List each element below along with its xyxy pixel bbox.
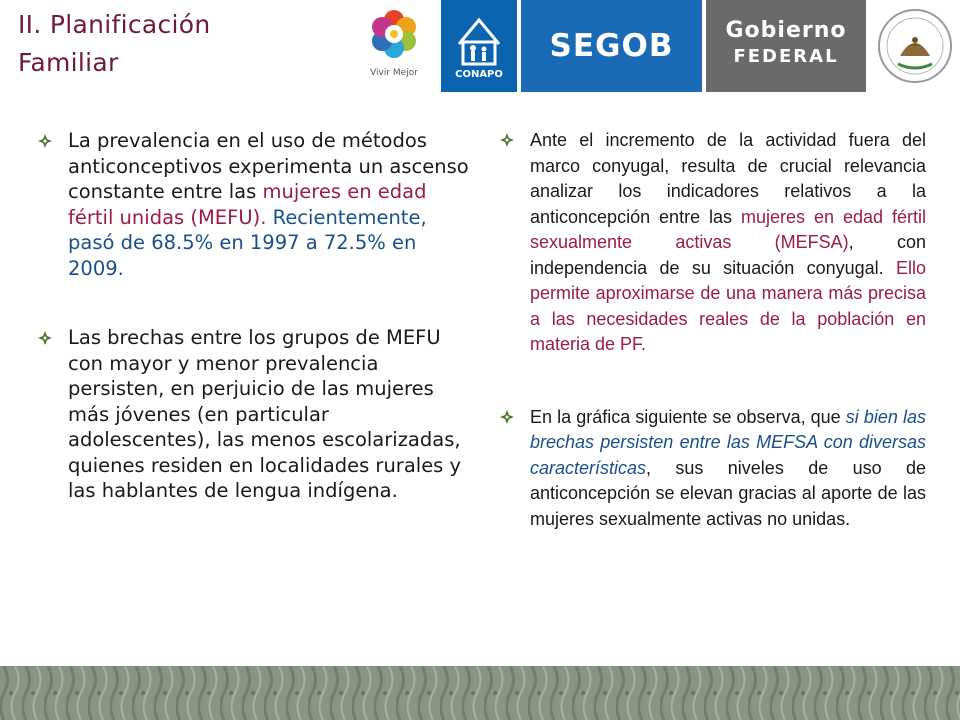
- header: [0, 0, 960, 100]
- right-bullet-2-part-1: En la gráfica siguiente se observa, que: [530, 406, 846, 427]
- page-title-line-1: II. Planificación: [18, 10, 211, 39]
- vivir-mejor-logo: [352, 0, 436, 92]
- prevalence-stat: Recientemente, pasó de 68.5% en 1997 a 72.5% en 2009.: [68, 205, 427, 280]
- gaps-highlight: si bien las brechas persisten entre las MEFSA con diversas características: [530, 406, 926, 478]
- footer-pattern: [0, 666, 960, 720]
- diamond-bullet-icon: [500, 133, 514, 147]
- vivir-mejor-caption: Vivir Mejor: [370, 68, 418, 78]
- right-bullet-1-text: [530, 128, 926, 358]
- page-title-line-2: Familiar: [18, 48, 119, 77]
- federal-text: FEDERAL: [733, 46, 839, 67]
- right-bullet-1: [500, 128, 926, 358]
- mexican-eagle-seal-icon: [870, 0, 960, 92]
- gobierno-text: Gobierno: [725, 18, 847, 43]
- left-bullet-2-text: Las brechas entre los grupos de MEFU con mayor y menor prevalencia persisten, en perjuicio de las mujeres más jóvenes (en particular adolescentes), las menos escolarizadas, quienes residen en localidades rurales y las hablantes de lengua indígena.: [68, 326, 462, 502]
- left-bullet-2: [38, 325, 470, 504]
- left-column: [38, 128, 470, 504]
- right-bullet-2-text: [530, 405, 926, 533]
- right-bullet-2-part-3: , sus niveles de uso de anticoncepción se elevan gracias al aporte de las mujeres sexualmente activas no unidas.: [530, 457, 926, 529]
- right-bullet-1-part-1: Ante el incremento de la actividad fuera del marco conyugal, resulta de crucial relevancia analizar los indicadores relativos a la anticoncepción entre las: [530, 130, 926, 227]
- title-box: [0, 0, 348, 92]
- right-column: [500, 128, 926, 532]
- left-bullet-1-text: [68, 128, 470, 281]
- mexico-seal-logo: [870, 0, 960, 92]
- diamond-bullet-icon: [38, 134, 52, 148]
- diamond-bullet-icon: [500, 410, 514, 424]
- segob-text: SEGOB: [549, 28, 674, 64]
- needs-highlight: Ello permite aproximarse de una manera más precisa a las necesidades reales de la población en materia de PF.: [530, 257, 926, 354]
- mefu-highlight: mujeres en edad fértil unidas (MEFU).: [68, 180, 427, 229]
- conapo-logo: [441, 0, 517, 92]
- diamond-bullet-icon: [38, 331, 52, 345]
- mefsa-highlight: mujeres en edad fértil sexualmente activas (MEFSA): [530, 206, 926, 252]
- segob-logo: [521, 0, 702, 92]
- left-bullet-1-part-1: La prevalencia en el uso de métodos anticonceptivos experimenta un ascenso constante entre las: [68, 129, 469, 203]
- decorative-footer-band: [0, 666, 960, 720]
- conapo-caption: CONAPO: [455, 69, 503, 80]
- right-bullet-1-part-3: , con independencia de su situación conyugal.: [530, 232, 926, 278]
- left-bullet-1: [38, 128, 470, 281]
- flower-logo-icon: [352, 0, 436, 92]
- gobierno-federal-logo: [706, 0, 866, 92]
- right-bullet-2: [500, 405, 926, 533]
